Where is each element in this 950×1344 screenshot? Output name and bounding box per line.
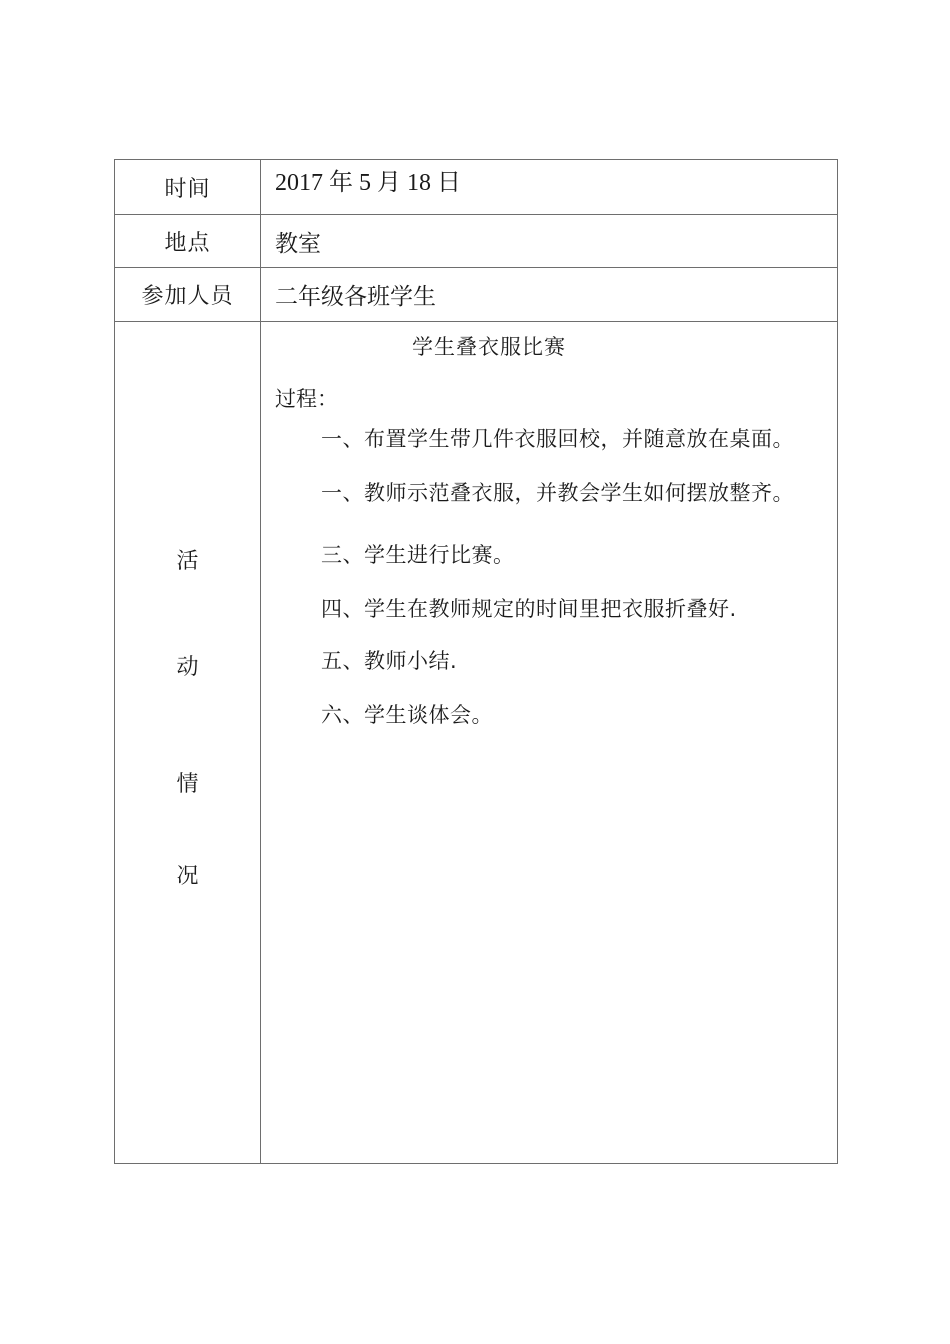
step-item: 五、教师小结.: [321, 649, 458, 673]
activity-label-cell: [115, 322, 261, 1164]
step-item: 三、学生进行比赛。: [321, 543, 515, 567]
time-value-cell: [261, 160, 838, 215]
step-item: 一、布置学生带几件衣服回校，并随意放在桌面。: [321, 427, 794, 451]
participants-value: 二年级各班学生: [261, 268, 838, 322]
activity-title: 学生叠衣服比赛: [412, 335, 566, 359]
row-place: [115, 215, 838, 268]
activity-record-table: [114, 159, 838, 1164]
step-item: 一、教师示范叠衣服，并教会学生如何摆放整齐。: [321, 481, 794, 505]
place-value: 教室: [261, 215, 838, 268]
activity-content: [261, 322, 837, 1163]
activity-label-char-1: 活: [176, 549, 199, 574]
activity-label-char-3: 情: [176, 772, 199, 797]
step-item: 六、学生谈体会。: [321, 703, 493, 727]
activity-label-char-2: 动: [176, 655, 199, 680]
step-item: 四、学生在教师规定的时间里把衣服折叠好.: [321, 597, 737, 621]
row-activity: [115, 322, 838, 1164]
row-participants: [115, 268, 838, 322]
time-label: 时间: [115, 160, 261, 215]
participants-label: 参加人员: [115, 268, 261, 322]
row-time: [115, 160, 838, 215]
time-value: 2017 年 5 月 18 日: [275, 169, 461, 196]
activity-label-char-4: 况: [176, 864, 199, 889]
activity-content-cell: [261, 322, 838, 1164]
place-label: 地点: [115, 215, 261, 268]
process-label: 过程：: [275, 387, 338, 411]
